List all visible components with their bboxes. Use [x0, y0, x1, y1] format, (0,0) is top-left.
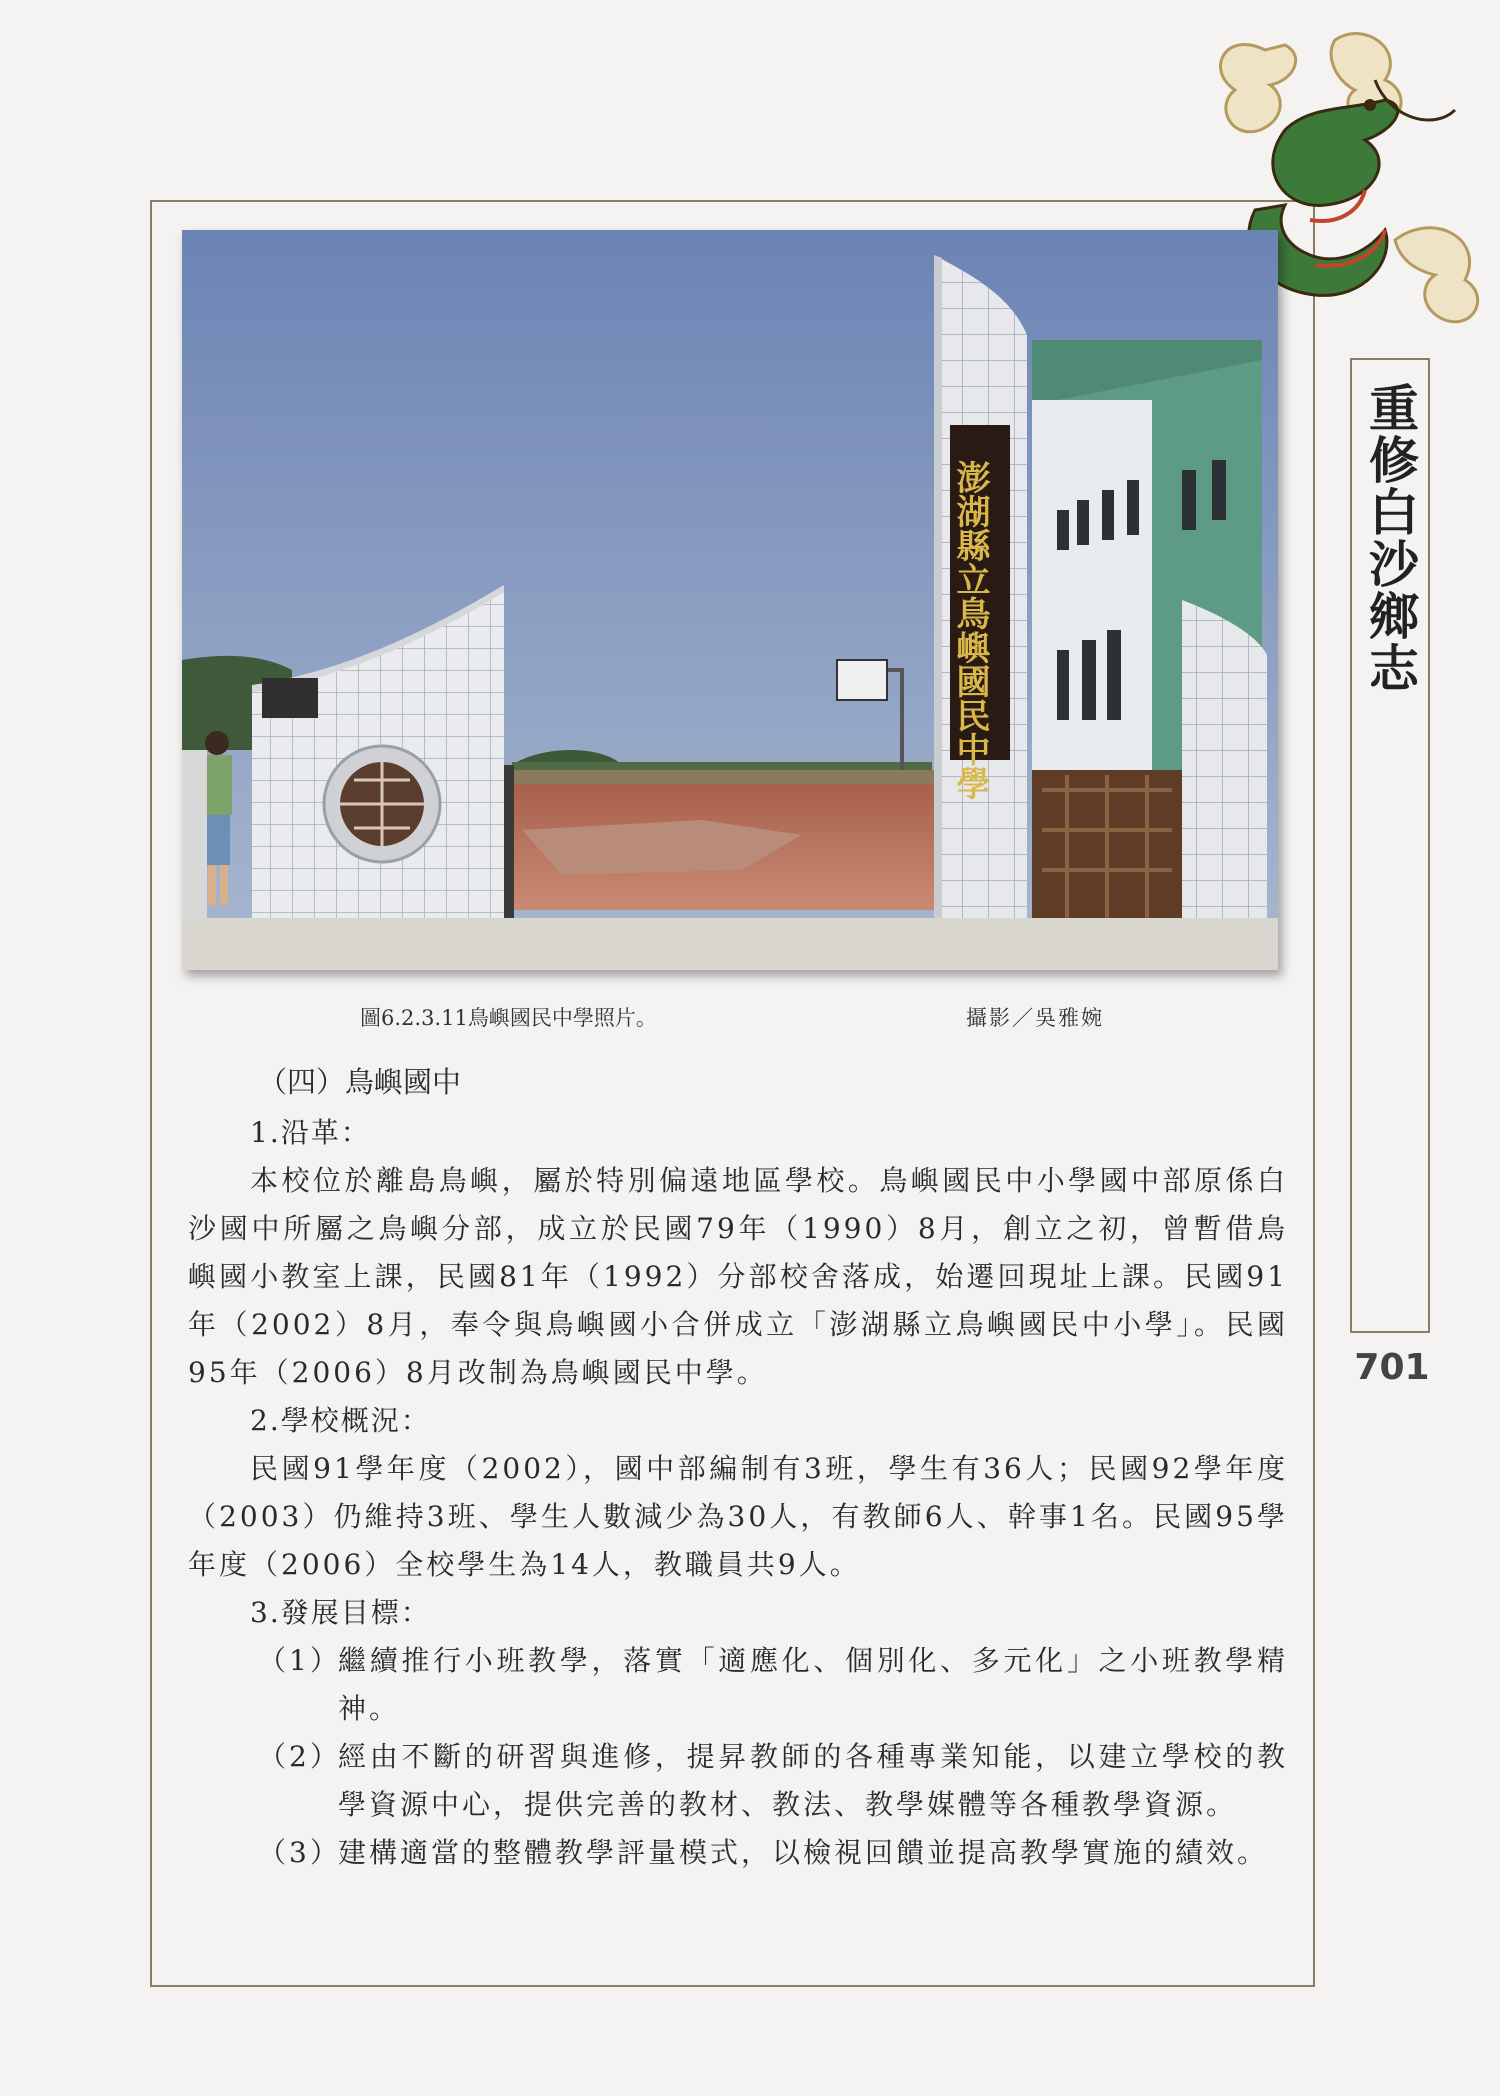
- svg-text:澎湖縣立鳥嶼國民中學: 澎湖縣立鳥嶼國民中學: [950, 460, 990, 800]
- list-item-number: （1）: [258, 1644, 341, 1677]
- list-item-number: （2）: [258, 1740, 341, 1773]
- main-content: [188, 1055, 1288, 1877]
- list-item-text: 經由不斷的研習與進修，提昇教師的各種專業知能，以建立學校的教學資源中心，提供完善的教材、教法、教學媒體等各種教學資源。: [338, 1740, 1288, 1821]
- page-number: 701: [1354, 1347, 1430, 1388]
- school-name-sign: [950, 460, 990, 800]
- list-item: [258, 1637, 1288, 1733]
- overview-paragraph: 民國91學年度（2002），國中部編制有3班，學生有36人；民國92學年度（2003）仍維持3班、學生人數減少為30人，有教師6人、幹事1名。民國95學年度（2006）全校學生為14人，教職員共9人。: [188, 1452, 1288, 1581]
- overview-heading: 2.學校概況：: [250, 1404, 431, 1437]
- list-item-text: 繼續推行小班教學，落實「適應化、個別化、多元化」之小班教學精神。: [338, 1644, 1288, 1725]
- photo-caption: 圖6.2.3.11鳥嶼國民中學照片。: [360, 1006, 657, 1030]
- list-item-text: 建構適當的整體教學評量模式，以檢視回饋並提高教學實施的績效。: [338, 1836, 1269, 1869]
- book-title: 重修白沙鄉志: [1361, 382, 1420, 694]
- school-gate-photo: [182, 230, 1278, 970]
- section-heading: （四）鳥嶼國中: [258, 1065, 462, 1099]
- history-heading: 1.沿革：: [250, 1116, 371, 1149]
- photo-credit: 攝影／吳雅婉: [966, 1006, 1104, 1030]
- history-paragraph: 本校位於離島鳥嶼，屬於特別偏遠地區學校。鳥嶼國民中小學國中部原係白沙國中所屬之鳥嶼分部，成立於民國79年（1990）8月，創立之初，曾暫借鳥嶼國小教室上課，民國81年（1992）分部校舍落成，始遷回現址上課。民國91年（2002）8月，奉令與鳥嶼國小合併成立「澎湖縣立鳥嶼國民中小學」。民國95年（2006）8月改制為鳥嶼國民中學。: [188, 1164, 1288, 1389]
- list-item: [258, 1733, 1288, 1829]
- list-item: [258, 1829, 1288, 1877]
- goals-heading: 3.發展目標：: [250, 1596, 431, 1629]
- list-item-number: （3）: [258, 1836, 341, 1869]
- side-title-box: [1350, 358, 1430, 1333]
